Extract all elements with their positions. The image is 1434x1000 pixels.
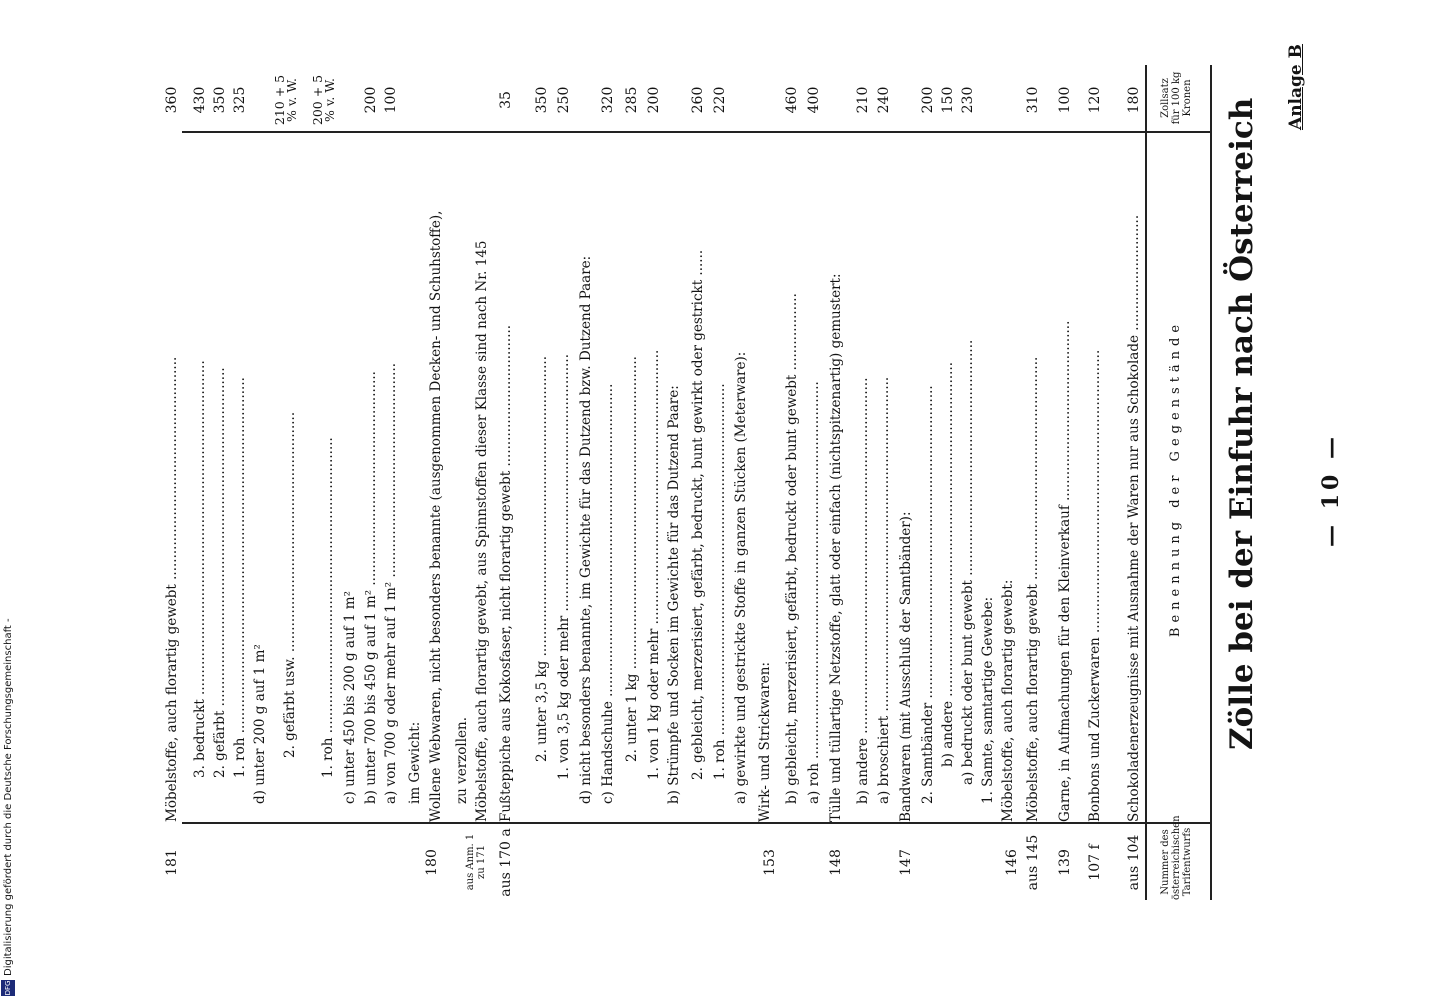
table-top-rule xyxy=(1210,65,1212,900)
page-title: Zölle bei der Einfuhr nach Österreich xyxy=(1224,97,1260,750)
description-column-header: Benennung der Gegenstände xyxy=(1168,319,1183,638)
digitization-note: Digitalisierung gefördert durch die Deutsche Forschungsgemeinschaft - xyxy=(3,618,14,976)
dfg-logo-badge: DFG xyxy=(1,980,15,996)
page-number: — 10 — xyxy=(1318,433,1344,547)
digitization-footer xyxy=(0,0,16,1000)
duty-column-header: Zollsatz für 100 kg Kronen xyxy=(1160,71,1193,125)
number-column-divider xyxy=(182,822,1212,824)
number-column-header: Nummer des österreichischen Tarifentwurfs xyxy=(1160,815,1193,900)
document-page: Anlage B — 10 — Zölle bei der Einfuhr nach Österreich Nummer des österreichischen Tarifentwurfs Benennung der Gegenstände Zollsatz für 100 kg Kronen aus 104 Schokoladenerzeugnisse mit Ausnahme der Waren nur aus Schokolade ........................... 180 107 f Bonbons und Zuckerwaren .................................................................. 120 139 Garne, in Aufmachungen für den Kleinverkauf .......................................... 100 aus 145 Möbelstoffe, auch florartig gewebt .................................................... 310 146 Möbelstoffe, auch florartig gewebt: 1. Samte, samtartige Gewebe: a) bedruckt oder bunt gewebt ....................................................... 230 b) andere .............................................................................. 150 2. Samtbänder ......................................................................... 200 147 Bandwaren (mit Ausschluß der Samtbänder): a) broschiert .............................................................................. 240 b) andere ................................................................................... 210 148 Tülle und tüllartige Netzstoffe, glatt oder einfach (nichtspitzenartig) gemustert: a) roh ........................................................................................ 400 b) gebleicht, merzerisiert, gefärbt, bedruckt oder bunt gewebt .................. 460 153 Wirk- und Strickwaren: a) gewirkte und gestrickte Stoffe in ganzen Stücken (Meterware): 1. roh .................................................................................. 220 2. gebleicht, merzerisiert, gefärbt, bedruckt, bunt gewirkt oder gestrickt ...... 260 b) Strümpfe und Socken im Gewichte für das Dutzend Paare: 1. von 1 kg oder mehr ................................................................ 200 2. unter 1 kg ......................................................................... 285 c) Handschuhe ......................................................................... 320 d) nicht besonders benannte, im Gewichte für das Dutzend bzw. Dutzend Paare: 1. von 3,5 kg oder mehr ............................................................ 250 2. unter 3,5 kg ...................................................................... 350 aus 170 a Fußteppiche aus Kokosfaser, nicht florartig gewebt ................................. 35 aus Anm. 1 zu 171 Möbelstoffe, auch florartig gewebt, aus Spinnstoffen dieser Klasse sind nach Nr. 145 zu verzollen. 180 Wollene Webwaren, nicht besonders benannte (ausgenommen Decken- und Schuhstoffe), im Gewicht: a) von 700 g oder mehr auf 1 m² .................................................. 100 b) unter 700 bis 450 g auf 1 m² .................................................. 200 c) unter 450 bis 200 g auf 1 m² 1. roh ..................................................................... 200 + 5 % v. W. 2. gefärbt usw. ........................................................ 210 + 5 % v. W. d) unter 200 g auf 1 m² 1. roh ................................................................................... 325 2. gefärbt ............................................................................... 350 3. bedruckt .............................................................................. 430 181 Möbelstoffe, auch florartig gewebt .................................................... 360 DFG Digitalisierung gefördert durch die Deutsche Forschungsgemeinschaft - xyxy=(0,0,1434,1000)
header-bottom-rule xyxy=(1145,65,1147,900)
annex-label: Anlage B xyxy=(1286,43,1306,130)
